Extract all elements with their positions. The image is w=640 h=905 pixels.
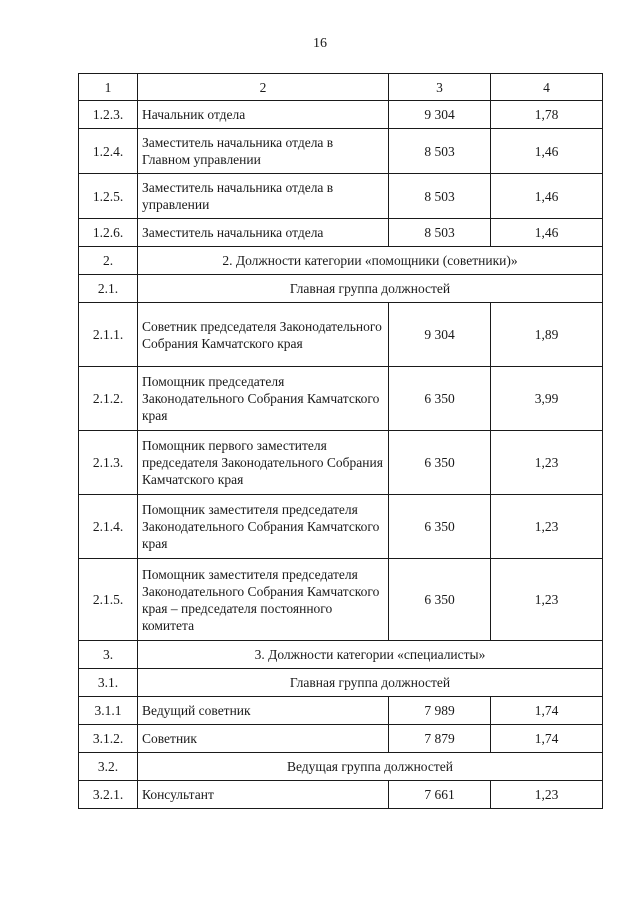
coefficient-value: 1,23: [491, 781, 603, 809]
coefficient-value: 1,23: [491, 559, 603, 641]
table-row: [79, 101, 603, 129]
row-number: 2.1.4.: [79, 495, 138, 559]
section-title: Главная группа должностей: [138, 275, 603, 303]
position-name: Помощник заместителя председателя Законодательного Собрания Камчатского края – председателя постоянного комитета: [138, 559, 389, 641]
salary-value: 9 304: [389, 303, 491, 367]
section-number: 2.: [79, 247, 138, 275]
coefficient-value: 1,23: [491, 431, 603, 495]
salary-value: 9 304: [389, 101, 491, 129]
position-name: Помощник заместителя председателя Законодательного Собрания Камчатского края: [138, 495, 389, 559]
header-cell-1: 1: [79, 74, 138, 101]
coefficient-value: 3,99: [491, 367, 603, 431]
row-number: 1.2.5.: [79, 174, 138, 219]
table-row: [79, 495, 603, 559]
coefficient-value: 1,78: [491, 101, 603, 129]
table-row: [79, 559, 603, 641]
table-row: [79, 129, 603, 174]
section-row: [79, 275, 603, 303]
row-number: 2.1.3.: [79, 431, 138, 495]
header-cell-3: 3: [389, 74, 491, 101]
table-row: [79, 303, 603, 367]
position-name: Начальник отдела: [138, 101, 389, 129]
section-row: [79, 641, 603, 669]
section-number: 3.1.: [79, 669, 138, 697]
table-row: [79, 725, 603, 753]
salary-value: 6 350: [389, 367, 491, 431]
row-number: 2.1.1.: [79, 303, 138, 367]
table-row: [79, 697, 603, 725]
row-number: 3.2.1.: [79, 781, 138, 809]
header-cell-2: 2: [138, 74, 389, 101]
section-title: 3. Должности категории «специалисты»: [138, 641, 603, 669]
table-row: [79, 367, 603, 431]
position-name: Помощник первого заместителя председателя Законодательного Собрания Камчатского края: [138, 431, 389, 495]
section-number: 2.1.: [79, 275, 138, 303]
table-header-row: [79, 74, 603, 101]
position-name: Заместитель начальника отдела: [138, 219, 389, 247]
salary-value: 7 989: [389, 697, 491, 725]
section-title: 2. Должности категории «помощники (советники)»: [138, 247, 603, 275]
positions-table: [78, 73, 603, 809]
position-name: Заместитель начальника отдела в Главном управлении: [138, 129, 389, 174]
row-number: 3.1.2.: [79, 725, 138, 753]
salary-value: 6 350: [389, 431, 491, 495]
position-name: Консультант: [138, 781, 389, 809]
salary-value: 6 350: [389, 495, 491, 559]
section-number: 3.: [79, 641, 138, 669]
table-row: [79, 219, 603, 247]
position-name: Заместитель начальника отдела в управлении: [138, 174, 389, 219]
salary-value: 6 350: [389, 559, 491, 641]
coefficient-value: 1,46: [491, 129, 603, 174]
position-name: Советник председателя Законодательного Собрания Камчатского края: [138, 303, 389, 367]
section-title: Главная группа должностей: [138, 669, 603, 697]
section-row: [79, 247, 603, 275]
coefficient-value: 1,46: [491, 219, 603, 247]
coefficient-value: 1,74: [491, 725, 603, 753]
section-row: [79, 669, 603, 697]
header-cell-4: 4: [491, 74, 603, 101]
row-number: 1.2.4.: [79, 129, 138, 174]
position-name: Ведущий советник: [138, 697, 389, 725]
section-row: [79, 753, 603, 781]
salary-value: 7 661: [389, 781, 491, 809]
row-number: 1.2.3.: [79, 101, 138, 129]
table-row: [79, 174, 603, 219]
salary-value: 8 503: [389, 174, 491, 219]
coefficient-value: 1,23: [491, 495, 603, 559]
salary-value: 8 503: [389, 129, 491, 174]
table-row: [79, 781, 603, 809]
section-number: 3.2.: [79, 753, 138, 781]
section-title: Ведущая группа должностей: [138, 753, 603, 781]
coefficient-value: 1,89: [491, 303, 603, 367]
coefficient-value: 1,74: [491, 697, 603, 725]
salary-value: 8 503: [389, 219, 491, 247]
position-name: Помощник председателя Законодательного Собрания Камчатского края: [138, 367, 389, 431]
row-number: 1.2.6.: [79, 219, 138, 247]
row-number: 2.1.5.: [79, 559, 138, 641]
row-number: 3.1.1: [79, 697, 138, 725]
table-row: [79, 431, 603, 495]
row-number: 2.1.2.: [79, 367, 138, 431]
page-number: 16: [313, 36, 327, 51]
position-name: Советник: [138, 725, 389, 753]
salary-value: 7 879: [389, 725, 491, 753]
coefficient-value: 1,46: [491, 174, 603, 219]
